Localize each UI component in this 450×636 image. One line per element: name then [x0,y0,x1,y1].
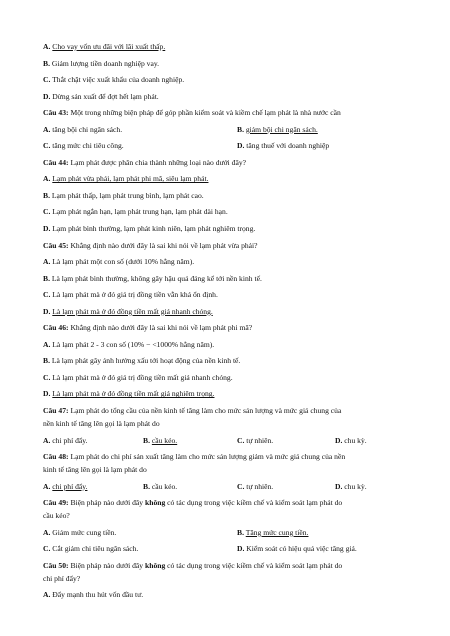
answer-option [43,207,421,217]
answer-option-row [43,436,421,446]
option-text: cầu kéo. [151,481,178,491]
answer-option [335,482,367,492]
option-text: giảm bội chi ngân sách. [245,124,318,134]
option-text: chu kỳ. [344,435,367,445]
answer-option [43,436,87,446]
option-letter: B. [143,435,150,445]
option-text: tự nhiên. [246,435,274,445]
answer-option [43,257,421,267]
answer-option-row [43,125,421,135]
option-text: cầu kéo. [151,435,178,445]
answer-option [43,274,421,284]
option-letter: D. [43,91,51,101]
option-letter: A. [43,590,51,600]
option-letter: C. [43,75,51,85]
answer-option [43,307,421,317]
question-stem [43,323,421,333]
option-text: Là lạm phát mà ở đó giá trị đồng tiền vẫn khá ổn định. [52,290,218,300]
option-letter: B. [143,481,150,491]
option-letter: A. [43,174,51,184]
answer-option [143,436,177,446]
option-text: Kiểm soát có hiệu quả việc tăng giá. [246,544,357,554]
option-text: Lạm phát bình thường, lạm phát kinh niên, lạm phát nghiêm trọng. [52,224,256,234]
option-letter: B. [43,190,50,200]
option-letter: D. [237,544,245,554]
answer-option-row [43,544,421,554]
option-letter: D. [43,389,51,399]
option-letter: D. [335,481,343,491]
question-text-continuation [43,465,421,475]
answer-option [43,125,122,135]
continuation-text: cầu kéo? [43,511,70,521]
question-stem [43,498,421,508]
question-text: Biện pháp nào dưới đây [70,560,145,570]
answer-option [237,436,273,446]
option-text: tự nhiên. [246,481,274,491]
answer-option [43,290,421,300]
answer-option [43,590,421,600]
option-text: Là lạm phát 2 - 3 con số (10% − <1000% hằng năm). [52,339,215,349]
continuation-text: nền kinh tế tăng lên gọi là lạm phát do [43,419,160,429]
option-letter: A. [43,435,51,445]
answer-option [43,482,87,492]
question-text: Lạm phát do tổng cầu của nền kinh tế tăng làm cho mức sản lượng và mức giá chung của [70,406,342,416]
answer-option [43,356,421,366]
question-number: Câu 48: [43,452,69,462]
answer-option [43,389,421,399]
option-text: Đẩy mạnh thu hút vốn đầu tư. [52,590,144,600]
option-letter: B. [43,58,50,68]
answer-option [43,224,421,234]
option-letter: B. [43,273,50,283]
question-number: Câu 43: [43,108,69,118]
question-text-continuation [43,574,421,584]
option-text: Là lạm phát gây ảnh hưởng xấu tới hoạt động của nền kinh tế. [51,356,241,366]
answer-option [43,544,138,554]
option-text: Tăng mức cung tiền. [245,527,309,537]
question-emphasis: không [145,560,166,570]
question-stem [43,158,421,168]
option-text: Cắt giảm chi tiêu ngân sách. [52,544,139,554]
answer-option [43,141,124,151]
question-text: Lạm phát do chi phí sản xuất tăng làm cho mức sản lượng giảm và mức giá chung của nền [70,452,346,462]
question-text: Khẳng định nào dưới đây là sai khi nói về lạm phát phi mã? [70,323,253,333]
question-list [43,42,421,607]
option-text: chi phí đẩy. [52,481,88,491]
answer-option-row [43,482,421,492]
option-letter: A. [43,124,51,134]
option-letter: D. [43,224,51,234]
option-letter: A. [43,257,51,267]
option-text: tăng thuế với doanh nghiệp [246,141,330,151]
option-letter: C. [43,207,51,217]
option-letter: C. [43,372,51,382]
question-stem [43,108,421,118]
option-text: chi phí đẩy. [52,435,88,445]
option-text: Thắt chặt việc xuất khẩu của doanh nghiệp. [52,75,185,85]
option-letter: C. [43,290,51,300]
option-letter: B. [237,527,244,537]
option-letter: D. [237,141,245,151]
option-text: Là lạm phát mà ở đó đồng tiền mất giá nhanh chóng. [52,306,213,316]
answer-option [43,59,421,69]
answer-option [237,528,308,538]
answer-option [335,436,367,446]
answer-option-row [43,141,421,151]
question-text: Biện pháp nào dưới đây [70,498,145,508]
answer-option [43,174,421,184]
option-letter: D. [43,306,51,316]
question-text-cont: có tác dụng trong việc kiềm chế và kiểm soát lạm phát do [165,498,343,508]
question-stem [43,406,421,416]
option-text: Lạm phát ngắn hạn, lạm phát trung hạn, lạm phát dài hạn. [52,207,228,217]
option-letter: A. [43,527,51,537]
question-text-cont: có tác dụng trong việc kiềm chế và kiểm soát lạm phát do [165,560,343,570]
answer-option [43,92,421,102]
question-number: Câu 50: [43,560,69,570]
option-text: tăng mức chi tiêu công. [52,141,124,151]
option-letter: B. [43,356,50,366]
question-number: Câu 46: [43,323,69,333]
option-letter: C. [237,435,245,445]
answer-option [43,373,421,383]
option-letter: C. [43,141,51,151]
question-text: Một trong những biện pháp để góp phần kiểm soát và kiềm chế lạm phát là nhà nước cần [70,108,341,118]
question-text: Lạm phát được phân chia thành những loại nào dưới đây? [70,157,247,167]
option-text: Là lạm phát mà ở đó giá trị đồng tiền mất giá nhanh chóng. [52,372,233,382]
answer-option [43,75,421,85]
continuation-text: kinh tế tăng lên gọi là lạm phát do [43,465,147,475]
option-letter: C. [237,481,245,491]
question-emphasis: không [145,498,166,508]
option-letter: A. [43,42,51,51]
question-text-continuation [43,511,421,521]
answer-option [43,528,116,538]
question-number: Câu 44: [43,157,69,167]
question-stem [43,452,421,462]
option-text: Cho vay vốn ưu đãi với lãi xuất thấp. [52,42,166,51]
option-text: Là lạm phát mà ở đó đồng tiền mất giá nghiêm trọng. [52,389,215,399]
answer-option-row [43,528,421,538]
option-text: Lạm phát vừa phải, lạm phát phi mã, siêu lạm phát. [52,174,209,184]
option-letter: C. [43,544,51,554]
option-text: Là lạm phát bình thường, không gây hậu quả đáng kể tới nền kinh tế. [51,273,262,283]
question-number: Câu 49: [43,498,69,508]
option-text: chu kỳ. [344,481,367,491]
answer-option [143,482,177,492]
option-text: Lạm phát thấp, lạm phát trung bình, lạm phát cao. [51,190,204,200]
option-text: tăng bội chi ngân sách. [52,124,123,134]
question-text: Khẳng định nào dưới đây là sai khi nói về lạm phát vừa phải? [70,240,258,250]
question-text-continuation [43,419,421,429]
option-text: Dừng sản xuất để đợt hết lạm phát. [52,91,159,101]
option-letter: A. [43,481,51,491]
continuation-text: chi phí đẩy? [43,573,81,583]
answer-option [43,42,421,52]
option-text: Giảm lượng tiền doanh nghiệp vay. [51,58,160,68]
question-stem [43,241,421,251]
question-number: Câu 45: [43,240,69,250]
answer-option [237,125,318,135]
answer-option [43,340,421,350]
answer-option [237,141,329,151]
answer-option [237,544,357,554]
option-letter: B. [237,124,244,134]
answer-option [237,482,273,492]
option-letter: A. [43,339,51,349]
option-text: Giảm mức cung tiền. [52,527,117,537]
option-letter: D. [335,435,343,445]
option-text: Là lạm phát một con số (dưới 10% hằng năm). [52,257,195,267]
question-stem [43,561,421,571]
question-number: Câu 47: [43,406,69,416]
answer-option [43,191,421,201]
